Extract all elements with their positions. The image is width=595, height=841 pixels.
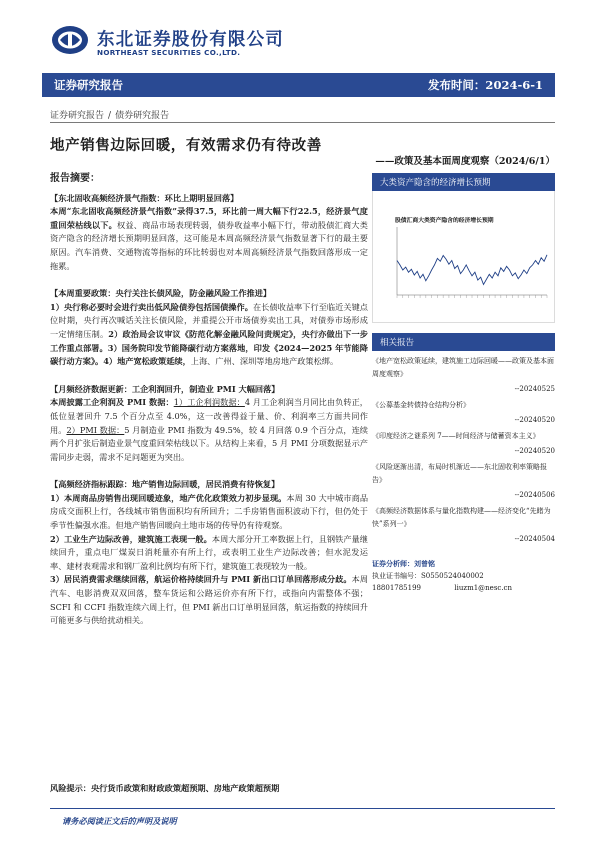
related-report[interactable] <box>372 461 555 502</box>
related-header: 相关报告 <box>372 333 555 351</box>
report-banner <box>42 73 555 97</box>
related-report-title[interactable]: 《地产宽松政策延续，建筑施工边际回暖——政策及基本面周度观察》 <box>372 357 554 378</box>
related-report-date: --20240504 <box>514 535 555 543</box>
report-summary <box>50 172 368 628</box>
analyst-info <box>372 558 555 594</box>
summary-label: 报告摘要： <box>50 173 100 184</box>
paragraph-text: 本周汽车、电影消费双双回落，整车货运和公路运价亦有所下行，或指向内需整体不强；SCFI 和 CCFI 指数连续六周上行，但 PMI 新出口订单明显回落，航运指数的持续回升可能更多与供给扰动相关。 <box>50 574 368 626</box>
paragraph-text: 4 月工企利润当月同比由负转正，低位显著回升 7.5 个百分点至 4.0%，这一改善得益于量、价、利润率三方面共同作用。 <box>50 397 368 435</box>
paragraph-lead: 本周“东北固收高频经济景气指数”录得37.5，环比前一周大幅下行22.5，经济景气度重回荣枯线以下。 <box>50 206 368 230</box>
breadcrumb-item: 债券研究报告 <box>115 111 170 121</box>
paragraph-lead: 印发《2024—2025 年节能降碳行动方案》。4）地产宽松政策延续， <box>50 342 368 367</box>
chart-header: 大类资产隐含的经济增长预期 <box>372 173 555 191</box>
chart-panel <box>372 191 555 323</box>
related-report-title[interactable]: 《印度经济之谜系列 7——时间经济与储蓄资本主义》 <box>372 432 540 440</box>
section-paragraph <box>50 205 368 273</box>
paragraph-lead: 2）工业生产边际改善，建筑施工表现一般。 <box>50 533 212 544</box>
section-heading: 【东北固收高频经济景气指数：环比上期明显回落】 <box>50 192 239 203</box>
paragraph-text: 上海、广州、深圳等地房地产政策松绑。 <box>190 356 339 367</box>
section-paragraph <box>50 301 368 369</box>
paragraph-lead: 1）本周商品房销售出现回暖迹象，地产优化政策效力初步显现。 <box>50 492 287 503</box>
paragraph-lead: 本周披露工企利润及 PMI 数据： <box>50 397 174 408</box>
risk-warning: 风险提示：央行货币政策和财政政策超预期、房地产政策超预期 <box>50 783 280 793</box>
footer-divider <box>50 808 555 809</box>
analyst-contact <box>372 582 512 594</box>
related-report-title[interactable]: 《风险逐渐出清，布局时机渐近——东北固收利率策略报告》 <box>372 463 547 484</box>
breadcrumb-separator: / <box>108 111 112 121</box>
sidebar <box>372 173 555 594</box>
paragraph-subhead: 1）工企利润数据： <box>173 397 245 408</box>
brand-name-cn: 东北证券股份有限公司 <box>97 30 284 50</box>
related-report[interactable] <box>372 399 555 427</box>
analyst-email[interactable]: liuzm1@nesc.cn <box>454 584 512 592</box>
growth-expectation-chart <box>373 191 556 323</box>
breadcrumb-item: 证券研究报告 <box>50 111 105 121</box>
brand-name-en: NORTHEAST SECURITIES CO.,LTD. <box>97 48 241 57</box>
section-paragraph <box>50 533 368 574</box>
section-paragraph <box>50 492 368 533</box>
banner-report-type: 证券研究报告 <box>54 78 123 92</box>
section-heading: 【本周重要政策：央行关注长债风险，防金融风险工作推进】 <box>50 288 272 299</box>
related-reports-list <box>372 351 555 546</box>
related-report-title[interactable]: 《公募基金转债持仓结构分析》 <box>372 401 470 409</box>
paragraph-text: 本周 30 大中城市商品房成交面积上行，各线城市销售面积均有所回升；二手房销售面积波动下行，但仍处于季节性偏强水准。但地产销售回暖向土地市场的传导仍有待观察。 <box>50 492 369 531</box>
analyst-phone: 18801785199 <box>372 584 421 592</box>
breadcrumb <box>50 108 169 121</box>
paragraph-lead: 2）政治局会议审议《防范化解金融风险问责规定》，央行亦做出下一步工作重点部署。3）国务院印发节能降碳行动方案落地， <box>50 328 368 353</box>
analyst-license: 执业证书编号：S0550524040002 <box>372 572 484 580</box>
x-axis-ticks <box>397 295 547 298</box>
section-paragraph <box>50 573 368 627</box>
analyst-name: 证券分析师：刘曾铭 <box>372 559 435 568</box>
divider <box>50 122 555 123</box>
section-heading: 【高频经济指标跟踪：地产销售边际回暖，居民消费有待恢复】 <box>50 479 280 490</box>
paragraph-lead: 1）央行称必要时会进行卖出低风险债券包括国债操作。 <box>50 301 253 312</box>
related-report-date: --20240520 <box>514 416 555 424</box>
section-paragraph <box>50 396 368 464</box>
paragraph-text: 本周大部分开工率数据上行，且钢铁产量继续回升，重点电厂煤炭日消耗量亦有所上行，或表明工业生产边际改善；但水泥发运率、建材表观需求和钢厂盈利比例均有所下行，建筑施工表现较为一般。 <box>50 533 368 571</box>
related-report-title[interactable]: 《高频经济数据体系与量化指数构建——经济变化“先睹为快”系列一》 <box>372 507 551 528</box>
banner-publish-date: 发布时间：2024-6-1 <box>427 78 543 92</box>
related-report[interactable] <box>372 505 555 546</box>
paragraph-text: 5 月制造业 PMI 指数为 49.5%，较 4 月回落 0.9 个百分点，连续两个月扩张后制造业景气度重回荣枯线以下。从结构上来看，5 月 PMI 分项数据显示产需同步走弱，需求不足问题更为突出。 <box>50 424 368 462</box>
paragraph-text: 在长债收益率下行至临近关键点位时期，央行再次喊话关注长债风险，并重提公开市场债券卖出工具，对债券市场形成一定情绪压制。 <box>50 301 368 339</box>
related-report[interactable] <box>372 355 555 396</box>
related-report-date: --20240525 <box>514 385 555 393</box>
series-line <box>397 255 547 285</box>
brand-logo <box>50 22 284 62</box>
report-subtitle: ——政策及基本面周度观察（2024/6/1） <box>375 156 555 167</box>
related-report-date: --20240506 <box>514 491 555 499</box>
footer-disclaimer-link[interactable]: 请务必阅读正文后的声明及说明 <box>62 816 177 826</box>
paragraph-subhead: 2）PMI 数据： <box>66 424 125 435</box>
related-report[interactable] <box>372 430 555 458</box>
paragraph-lead: 3）居民消费需求继续回落，航运价格持续回升与 PMI 新出口订单回落形成分歧。 <box>50 574 352 585</box>
northeast-securities-logo-icon <box>50 24 90 56</box>
paragraph-text: 权益、商品市场表现转弱，债券收益率小幅下行，带动股债汇商大类资产隐含的经济增长预期明显回落，这可能是本周高频经济景气指数显著下行的最主要原因。汽车消费、交通物流等指标的环比转弱也对本周高频经济景气指数回落形成一定拖累。 <box>50 219 368 271</box>
section-heading: 【月频经济数据更新：工企利润回升，制造业 PMI 大幅回落】 <box>50 383 280 394</box>
report-title: 地产销售边际回暖，有效需求仍有待改善 <box>50 137 322 154</box>
related-report-date: --20240520 <box>514 447 555 455</box>
chart-title: 股债汇商大类资产隐含的经济增长预期 <box>395 218 494 224</box>
